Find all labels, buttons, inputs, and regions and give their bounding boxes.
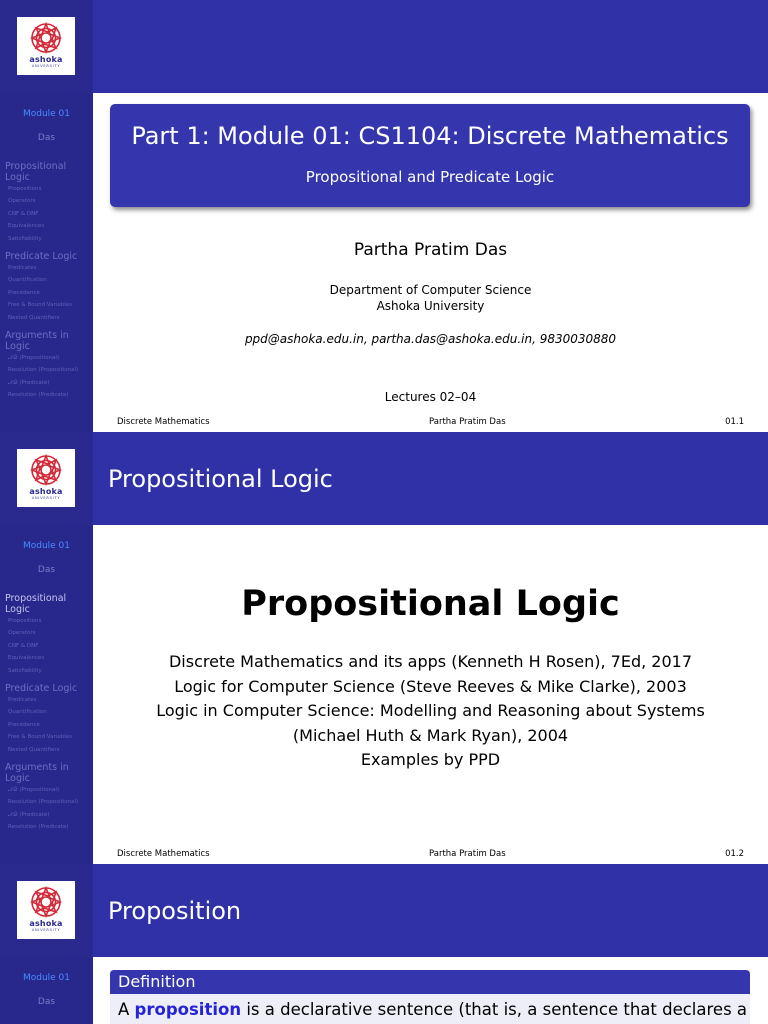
definition-prefix: A bbox=[118, 1000, 130, 1019]
toc-item[interactable]: Predicates bbox=[8, 265, 37, 272]
logo-wordmark: ashoka bbox=[29, 487, 63, 496]
toc-item[interactable]: Quantification bbox=[8, 709, 47, 716]
frame-title: Proposition bbox=[108, 896, 242, 925]
sidebar-module-link[interactable]: Module 01 bbox=[22, 973, 71, 983]
definition-block bbox=[110, 970, 750, 1024]
reference-item: Examples by PPD bbox=[360, 750, 501, 769]
section-title: Propositional Logic bbox=[241, 584, 620, 624]
presentation-subtitle: Propositional and Predicate Logic bbox=[305, 168, 555, 186]
logo-area bbox=[0, 432, 93, 525]
reference-item: Logic for Computer Science (Steve Reeves & Mike Clarke), 2003 bbox=[174, 676, 687, 696]
logo-emblem-icon bbox=[29, 21, 63, 55]
toc-item[interactable]: 𝒩𝒟 (Predicate) bbox=[8, 811, 50, 818]
reference-item: Logic in Computer Science: Modelling and Reasoning about Systems bbox=[156, 701, 705, 720]
logo-subtitle: UNIVERSITY bbox=[31, 928, 61, 932]
sidebar-nav bbox=[0, 93, 93, 432]
sidebar-nav bbox=[0, 525, 93, 864]
toc-item[interactable]: Free & Bound Variables bbox=[8, 734, 72, 741]
logo-area bbox=[0, 864, 93, 957]
toc-section-arguments[interactable]: Arguments in Logic bbox=[5, 762, 69, 785]
toc-item[interactable]: Resolution (Predicate) bbox=[8, 824, 69, 831]
lecture-range: Lectures 02–04 bbox=[384, 390, 477, 404]
toc-item[interactable]: Satisfiability bbox=[8, 235, 42, 242]
toc-section-propositional[interactable]: Propositional Logic bbox=[5, 161, 67, 183]
slide-2 bbox=[0, 432, 768, 864]
logo-emblem-icon bbox=[29, 453, 63, 487]
sidebar-nav bbox=[0, 957, 93, 1024]
toc-item[interactable]: Propositions bbox=[8, 186, 42, 192]
slide-footer bbox=[93, 417, 768, 429]
footer-author: Partha Pratim Das bbox=[429, 417, 506, 427]
slide-3 bbox=[0, 864, 768, 1024]
ashoka-logo bbox=[17, 881, 75, 939]
definition-title: Definition bbox=[110, 970, 750, 994]
logo-subtitle: UNIVERSITY bbox=[31, 496, 61, 500]
sidebar-author: Das bbox=[37, 565, 56, 575]
sidebar-author: Das bbox=[37, 133, 56, 143]
toc-item[interactable]: Quantification bbox=[8, 277, 47, 284]
toc-item[interactable]: Operators bbox=[8, 630, 36, 637]
toc-item[interactable]: Nested Quantifiers bbox=[8, 746, 60, 753]
slide-footer bbox=[93, 849, 768, 861]
toc-item[interactable]: Equivalences bbox=[8, 223, 45, 230]
toc-item[interactable]: CNF & DNF bbox=[8, 210, 39, 217]
footer-course: Discrete Mathematics bbox=[117, 849, 210, 859]
logo-subtitle: UNIVERSITY bbox=[31, 64, 61, 68]
header-bar bbox=[93, 0, 768, 93]
toc-section-predicate[interactable]: Predicate Logic bbox=[5, 683, 78, 695]
toc-item[interactable]: Free & Bound Variables bbox=[8, 302, 72, 309]
footer-course: Discrete Mathematics bbox=[117, 417, 210, 427]
toc-section-predicate[interactable]: Predicate Logic bbox=[5, 251, 78, 263]
toc-item[interactable]: Resolution (Propositional) bbox=[8, 367, 79, 374]
slide-1 bbox=[0, 0, 768, 432]
sidebar-toc bbox=[5, 161, 91, 402]
logo-wordmark: ashoka bbox=[29, 919, 63, 928]
sidebar-author: Das bbox=[37, 997, 56, 1007]
definition-text: is a declarative sentence (that is, a sentence that declares a bbox=[246, 1000, 748, 1019]
logo-wordmark: ashoka bbox=[29, 55, 63, 64]
toc-section-propositional[interactable]: Propositional Logic bbox=[5, 593, 67, 615]
department: Department of Computer Science bbox=[329, 283, 532, 297]
toc-item[interactable]: Satisfiability bbox=[8, 667, 42, 674]
toc-section-arguments[interactable]: Arguments in Logic bbox=[5, 330, 69, 353]
contact-info: ppd@ashoka.edu.in, partha.das@ashoka.edu.in, 9830030880 bbox=[244, 332, 617, 346]
frame-title: Propositional Logic bbox=[108, 464, 333, 493]
footer-author: Partha Pratim Das bbox=[429, 849, 506, 859]
definition-keyword: proposition bbox=[134, 1000, 242, 1019]
author-name: Partha Pratim Das bbox=[353, 240, 508, 260]
ashoka-logo bbox=[17, 449, 75, 507]
reference-list bbox=[93, 650, 768, 773]
reference-item: (Michael Huth & Mark Ryan), 2004 bbox=[292, 725, 569, 745]
reference-item: Discrete Mathematics and its apps (Kenneth H Rosen), 7Ed, 2017 bbox=[168, 652, 692, 671]
title-block bbox=[110, 104, 750, 207]
toc-item[interactable]: Precedence bbox=[8, 721, 40, 728]
header-bar bbox=[93, 432, 768, 525]
footer-page: 01.1 bbox=[725, 417, 744, 427]
logo-area bbox=[0, 0, 93, 93]
toc-item[interactable]: CNF & DNF bbox=[8, 642, 39, 649]
sidebar-module-link[interactable]: Module 01 bbox=[22, 109, 71, 119]
toc-item[interactable]: 𝒩𝒟 (Propositional) bbox=[8, 355, 60, 362]
toc-item[interactable]: Equivalences bbox=[8, 655, 45, 662]
toc-item[interactable]: Operators bbox=[8, 198, 36, 205]
logo-emblem-icon bbox=[29, 885, 63, 919]
toc-item[interactable]: 𝒩𝒟 (Predicate) bbox=[8, 379, 50, 386]
footer-page: 01.2 bbox=[725, 849, 744, 859]
toc-item[interactable]: Resolution (Predicate) bbox=[8, 392, 69, 399]
definition-body bbox=[110, 994, 750, 1024]
toc-item[interactable]: Resolution (Propositional) bbox=[8, 799, 79, 806]
toc-item[interactable]: 𝒩𝒟 (Propositional) bbox=[8, 787, 60, 794]
university: Ashoka University bbox=[376, 299, 485, 313]
sidebar-module-link[interactable]: Module 01 bbox=[22, 541, 71, 551]
toc-item[interactable]: Propositions bbox=[8, 618, 42, 624]
toc-item[interactable]: Predicates bbox=[8, 697, 37, 704]
toc-item[interactable]: Nested Quantifiers bbox=[8, 314, 60, 321]
toc-item[interactable]: Precedence bbox=[8, 289, 40, 296]
sidebar-toc bbox=[5, 593, 91, 834]
ashoka-logo bbox=[17, 17, 75, 75]
header-bar bbox=[93, 864, 768, 957]
presentation-title: Part 1: Module 01: CS1104: Discrete Mathematics bbox=[131, 122, 729, 150]
